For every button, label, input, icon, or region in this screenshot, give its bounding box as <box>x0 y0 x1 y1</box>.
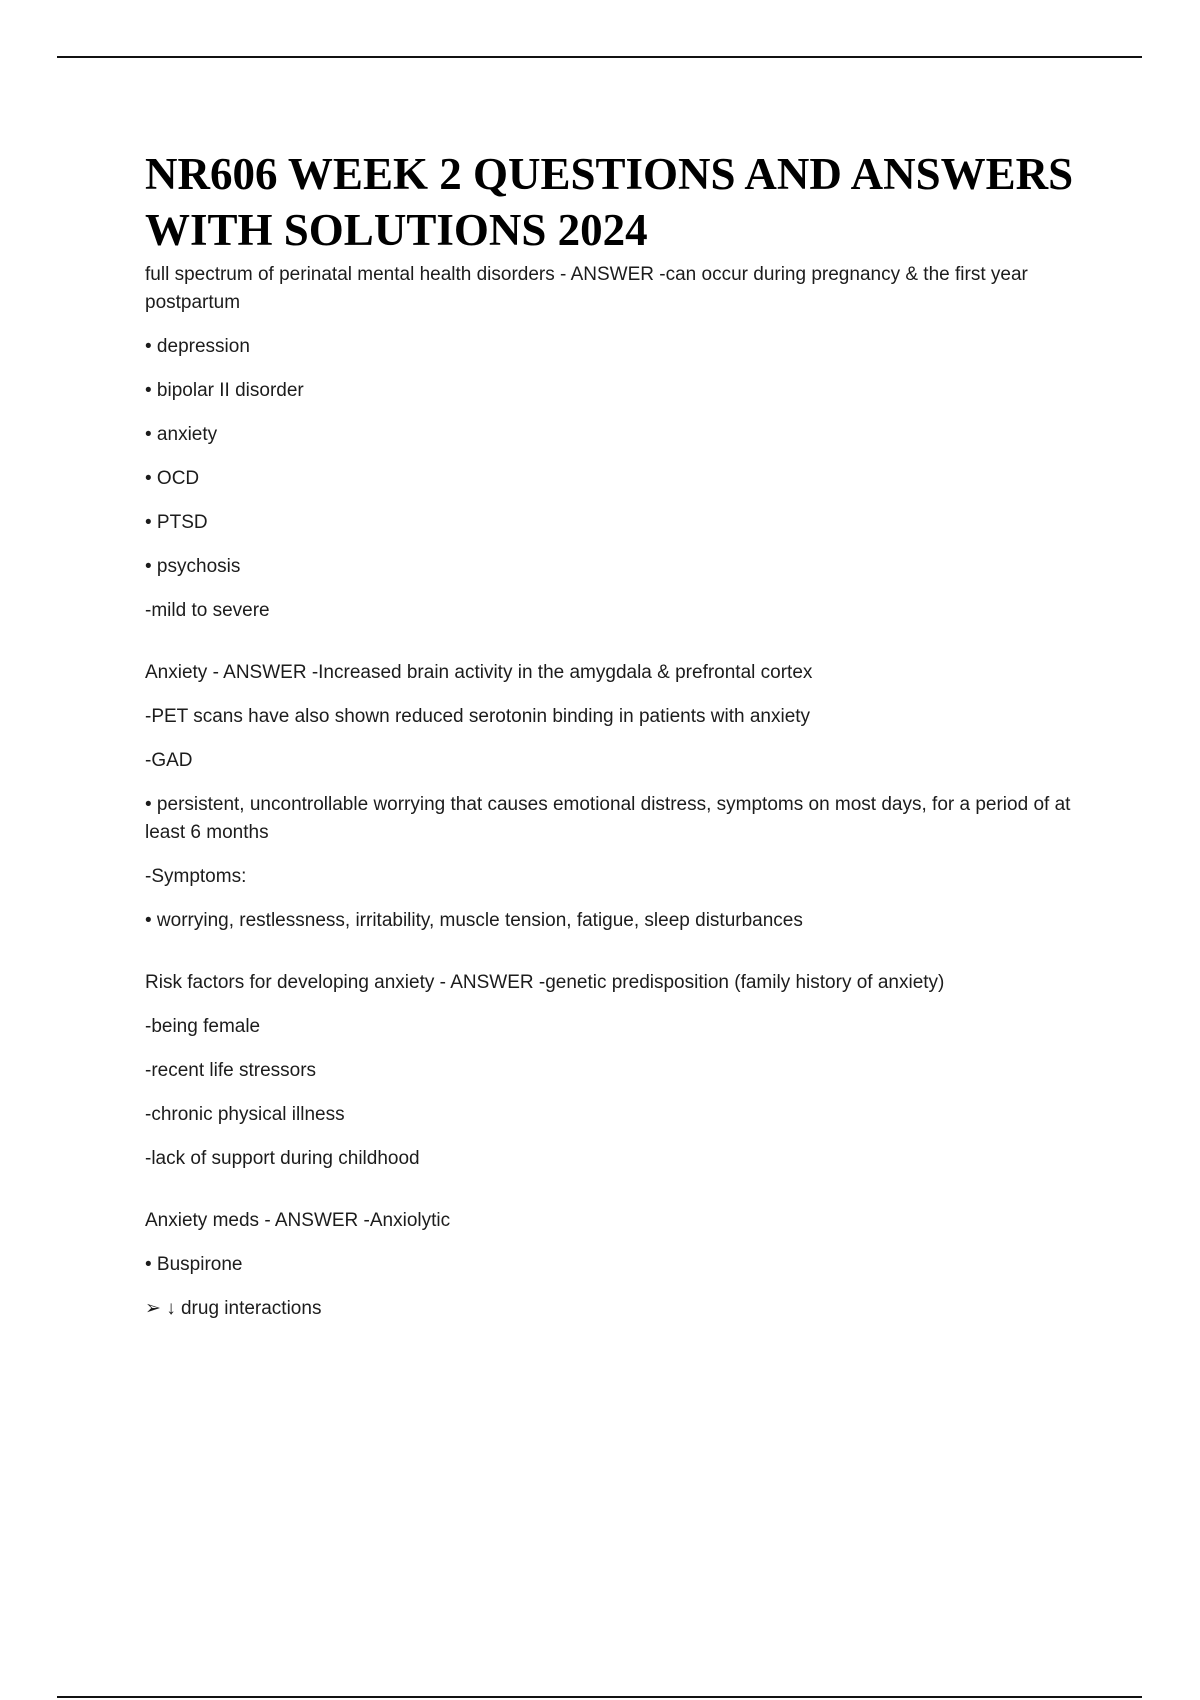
list-item: • worrying, restlessness, irritability, muscle tension, fatigue, sleep disturbances <box>145 910 803 931</box>
header-rule <box>57 56 1142 58</box>
list-item: • Buspirone <box>145 1254 243 1275</box>
document-title: NR606 WEEK 2 QUESTIONS AND ANSWERS WITH SOLUTIONS 2024 <box>145 149 1074 255</box>
list-item: • psychosis <box>145 556 241 577</box>
list-item: -GAD <box>145 750 193 771</box>
list-item: -being female <box>145 1016 261 1037</box>
qa-section-anxiety-meds <box>145 1207 1095 1323</box>
qa-section-risk-factors <box>145 969 1095 1173</box>
list-item: -chronic physical illness <box>145 1104 345 1125</box>
list-item: -PET scans have also shown reduced serotonin binding in patients with anxiety <box>145 706 811 727</box>
list-item: -lack of support during childhood <box>145 1148 420 1169</box>
list-item: • bipolar II disorder <box>145 380 304 401</box>
list-item: ➢ ↓ drug interactions <box>145 1298 322 1319</box>
list-item: -mild to severe <box>145 600 270 621</box>
question-answer-line: full spectrum of perinatal mental health disorders - ANSWER -can occur during pregnancy & the first year postpartum <box>145 264 1028 313</box>
qa-section-perinatal <box>145 261 1095 625</box>
list-item: -recent life stressors <box>145 1060 317 1081</box>
qa-section-anxiety <box>145 659 1095 935</box>
list-item: • anxiety <box>145 424 218 445</box>
question-answer-line: Anxiety meds - ANSWER -Anxiolytic <box>145 1210 451 1231</box>
list-item: • PTSD <box>145 512 208 533</box>
question-answer-line: Anxiety - ANSWER -Increased brain activity in the amygdala & prefrontal cortex <box>145 662 813 683</box>
question-answer-line: Risk factors for developing anxiety - ANSWER -genetic predisposition (family history of anxiety) <box>145 972 945 993</box>
list-item: • depression <box>145 336 250 357</box>
list-item: • persistent, uncontrollable worrying that causes emotional distress, symptoms on most days, for a period of at least 6 months <box>145 794 1071 843</box>
list-item: -Symptoms: <box>145 866 247 887</box>
list-item: • OCD <box>145 468 200 489</box>
document-body <box>145 146 1095 1323</box>
footer-rule <box>57 1696 1142 1698</box>
